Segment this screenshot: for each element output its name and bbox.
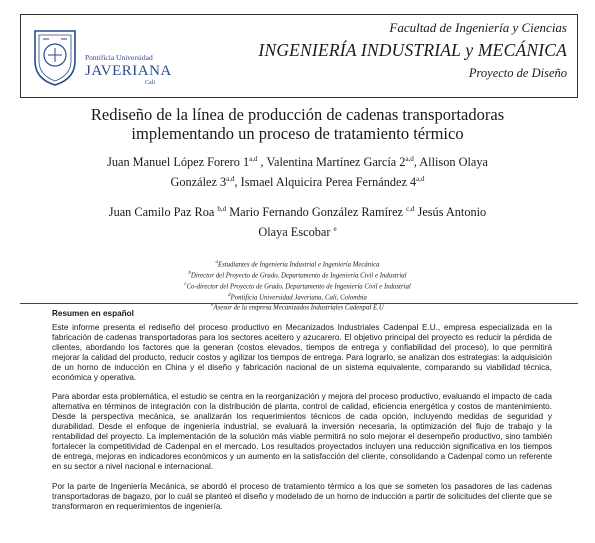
- affiliation-line: $^c$Co-director del Proyecto de Grado, Departamento de Ingeniería Civil e Industrial: [184, 281, 411, 290]
- author-name: Juan Camilo Paz Roa: [108, 205, 218, 220]
- author-name: , Ismael Alquicira Perea Fernández 4: [234, 175, 417, 190]
- university-seal-icon: [35, 31, 75, 85]
- author-affiliation-mark: c,d: [406, 205, 415, 213]
- author-line: [50, 171, 545, 191]
- journal-header: [20, 14, 578, 98]
- svg-text:Pontificia Universidad: Pontificia Universidad: [85, 53, 153, 62]
- author-name: Olaya Escobar: [258, 225, 334, 240]
- university-logo: [29, 25, 179, 89]
- svg-text:Cali: Cali: [145, 80, 155, 86]
- author-line: [50, 201, 545, 221]
- header-titles: [258, 19, 567, 83]
- author-name: , Allison Olaya: [413, 155, 488, 170]
- affiliation-line: $^d$Pontificia Universidad Javeriana, Cali, Colombia: [228, 292, 367, 301]
- author-name: Jesús Antonio: [414, 205, 487, 220]
- project-type: Proyecto de Diseño: [468, 66, 567, 80]
- divider: [20, 303, 578, 304]
- author-affiliation-mark: a,d: [249, 155, 258, 163]
- authors-block-advisors: [50, 201, 545, 241]
- author-line: [50, 221, 545, 241]
- author-name: Mario Fernando González Ramírez: [226, 205, 407, 220]
- abstract-section: [52, 308, 552, 521]
- program-name: INGENIERÍA INDUSTRIAL y MECÁNICA: [258, 40, 567, 60]
- author-affiliation-mark: a,d: [416, 175, 425, 184]
- author-name: González 3: [170, 175, 227, 190]
- affiliation-line: $^b$Director del Proyecto de Grado, Departamento de Ingeniería Civil e Industrial: [188, 270, 407, 280]
- abstract-paragraph: Este informe presenta el rediseño del proceso productivo en Mecanizados Industriales Cadenpal E.U., empresa especializada en la fabricación de cadenas transportadoras para los sectores aceitero y azucarero. El objetivo principal del proyecto es reducir la pérdida de clientes, abordando los factores que la generan (costos elevados, tiempos de entrega y confiabilidad del proceso), lo que permitirá mejorar la calidad del producto, reducir costos y agilizar los tiempos de entrega. Para lograrlo, se analizan dos estrategias: la adquisición de un horno de inducción en China y el diseño y fabricación nacional de un sistema equivalente, comparando su viabilidad técnica, económica y operativa.: [52, 323, 552, 382]
- affiliation-line: $^e$Asesor de la empresa Mecanizados Industriales Cadenpal E.U: [211, 303, 384, 312]
- author-name: Juan Manuel López Forero 1: [107, 155, 250, 170]
- svg-text:JAVERIANA: JAVERIANA: [85, 63, 172, 79]
- author-line: [50, 151, 545, 171]
- paper-title: Rediseño de la línea de producción de cadenas transportadoras implementando un proceso de tratamiento térmico: [90, 105, 505, 143]
- author-affiliation-mark: e: [333, 225, 337, 234]
- abstract-heading: Resumen en español: [52, 309, 134, 318]
- faculty-name: Facultad de Ingeniería y Ciencias: [389, 20, 567, 35]
- author-affiliation-mark: a,d: [226, 175, 235, 184]
- author-affiliation-mark: a,d: [405, 155, 414, 163]
- author-affiliation-mark: b,d: [217, 205, 227, 213]
- affiliations: [60, 259, 535, 313]
- authors-block-students: [50, 151, 545, 191]
- affiliation-line: $^a$Estudiantes de Ingeniería Industrial e Ingeniería Mecánica: [215, 260, 380, 269]
- abstract-paragraph: Por la parte de Ingeniería Mecánica, se abordó el proceso de tratamiento térmico a los que se someten los pasadores de las cadenas transportadoras de bagazo, por lo cuál se planteó el diseño y modelado de un horno de inducción a partir de solicitudes del cliente que se transformaron en requerimientos de ingeniería.: [52, 481, 552, 511]
- author-name: , Valentina Martínez García 2: [257, 155, 406, 170]
- abstract-paragraph: Para abordar esta problemática, el estudio se centra en la reorganización y mejora del proceso productivo, evaluando el impacto de cada alternativa en términos de integración con la distribución de planta, control de calidad, eficiencia energética y costos de mantenimiento. Desde la perspectiva mecánica, se analizarán los requerimientos técnicos de cada opción, incluyendo medidas de seguridad y durabilidad. Desde el enfoque de ingeniería industrial, se evaluará la inversión necesaria, la optimización del flujo de trabajo y la rentabilidad del proyecto. La implementación de la solución más viable permitirá no solo mejorar el desempeño productivo, sino también fortalecer la competitividad de Cadenpal en el mercado. Los resultados proyectados incluyen una reducción significativa en los tiempos de entrega, mejoras en indicadores económicos y un aumento en la satisfacción del cliente, consolidando a Cadenpal como un referente en su sector a nivel nacional e internacional.: [52, 392, 552, 471]
